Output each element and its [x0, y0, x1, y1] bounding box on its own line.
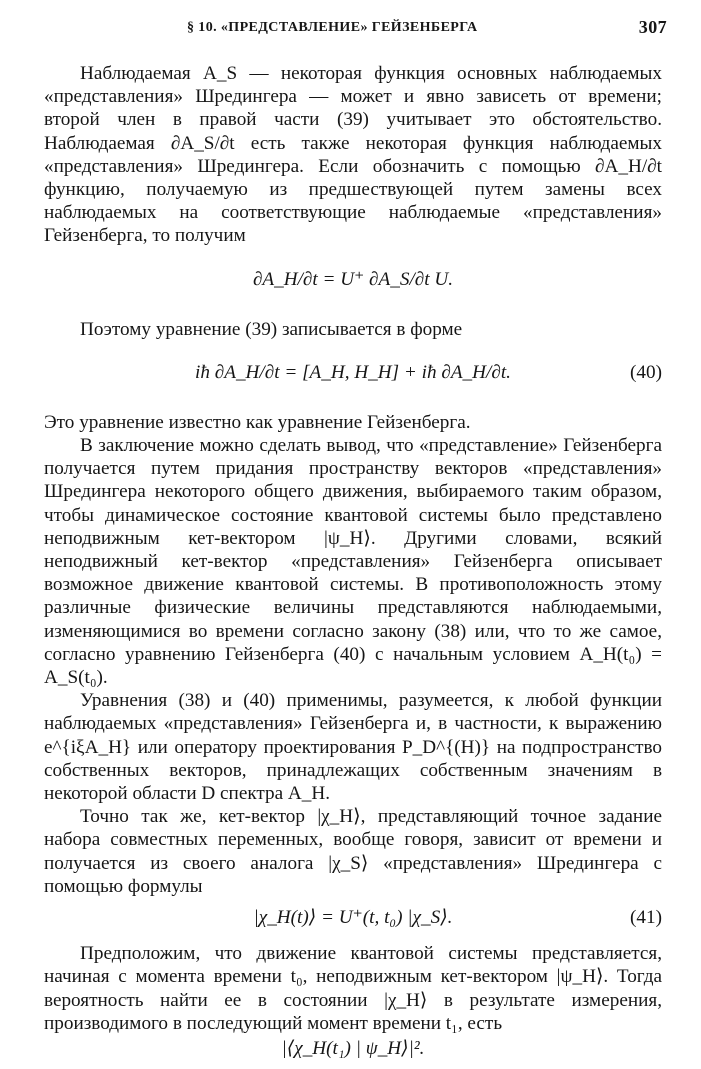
paragraph: Это уравнение известно как уравнение Гейзенберга. — [44, 411, 471, 433]
paragraph: Предположим, что движение квантовой системы представляется, начиная с момента времени t₀, неподвижным кет-вектором |ψ_H⟩. Тогда вероятность найти ее в состоянии |χ_H⟩ в результате измерения, производимого в последующий момент времени t₁, есть — [44, 943, 662, 1034]
formula-dA-dt — [44, 254, 662, 310]
paragraph: В заключение можно сделать вывод, что «представление» Гейзенберга получается путем придания пространству векторов «представления» Шредингера некоторого общего движения, выбираемого таким образом, чтобы динамическое состояние квантовой системы было представлено неподвижным кет-вектором |ψ_H⟩. Другими словами, всякий неподвижный кет-вектор «представления» Гейзенберга описывает возможное движение квантовой системы. В противоположность этому различные физические величины представляются наблюдаемыми, изменяющимися во времени согласно закону (38) или, что то же самое, согласно уравнению Гейзенберга (40) с начальным условием A_H(t₀) = A_S(t₀). — [44, 435, 662, 689]
page-number: 307 — [638, 17, 667, 37]
formula-heisenberg-equation — [44, 347, 662, 403]
formula-expression: iħ ∂A_H/∂t = [A_H, H_H] + iħ ∂A_H/∂t. — [195, 361, 511, 383]
page-header — [62, 14, 667, 40]
paragraph: Точно так же, кет-вектор |χ_H⟩, представляющий точное задание набора совместных переменных, вообще говоря, зависит от времени и получается из своего аналога |χ_S⟩ «представления» Шредингера с помощью формулы — [44, 806, 662, 897]
running-title: § 10. «ПРЕДСТАВЛЕНИЕ» ГЕЙЗЕНБЕРГА — [187, 20, 478, 35]
page-body — [44, 62, 662, 1069]
formula-probability — [44, 1035, 662, 1069]
formula-expression: |χ_H(t)⟩ = U⁺(t, t₀) |χ_S⟩. — [253, 907, 453, 929]
paragraph: Поэтому уравнение (39) записывается в форме — [80, 318, 463, 340]
paragraph: Наблюдаемая A_S — некоторая функция основных наблюдаемых «представления» Шредингера — может и явно зависеть от времени; второй член в правой части (39) учитывает это обстоятельство. Наблюдаемая ∂A_S/∂t есть также некоторая функция наблюдаемых «представления» Шредингера. Если обозначить с помощью ∂A_H/∂t функцию, получаемую из предшествующей путем замены всех наблюдаемых на соответствующие наблюдаемые «представления» Гейзенберга, то получим — [44, 63, 662, 247]
formula-ket-evolution — [44, 902, 662, 936]
equation-number: (41) — [630, 907, 662, 929]
formula-expression: |⟨χ_H(t₁) | ψ_H⟩|². — [281, 1037, 425, 1059]
paragraph: Уравнения (38) и (40) применимы, разумеется, к любой функции наблюдаемых «представления» Гейзенберга и, в частности, к выражению e^{iξA_H} или оператору проектирования P_D^{(H)} на подпространство собственных векторов, принадлежащих собственным значениям в некоторой области D спектра A_H. — [44, 690, 662, 805]
equation-number: (40) — [630, 361, 662, 383]
formula-expression: ∂A_H/∂t = U⁺ ∂A_S/∂t U. — [252, 268, 454, 290]
